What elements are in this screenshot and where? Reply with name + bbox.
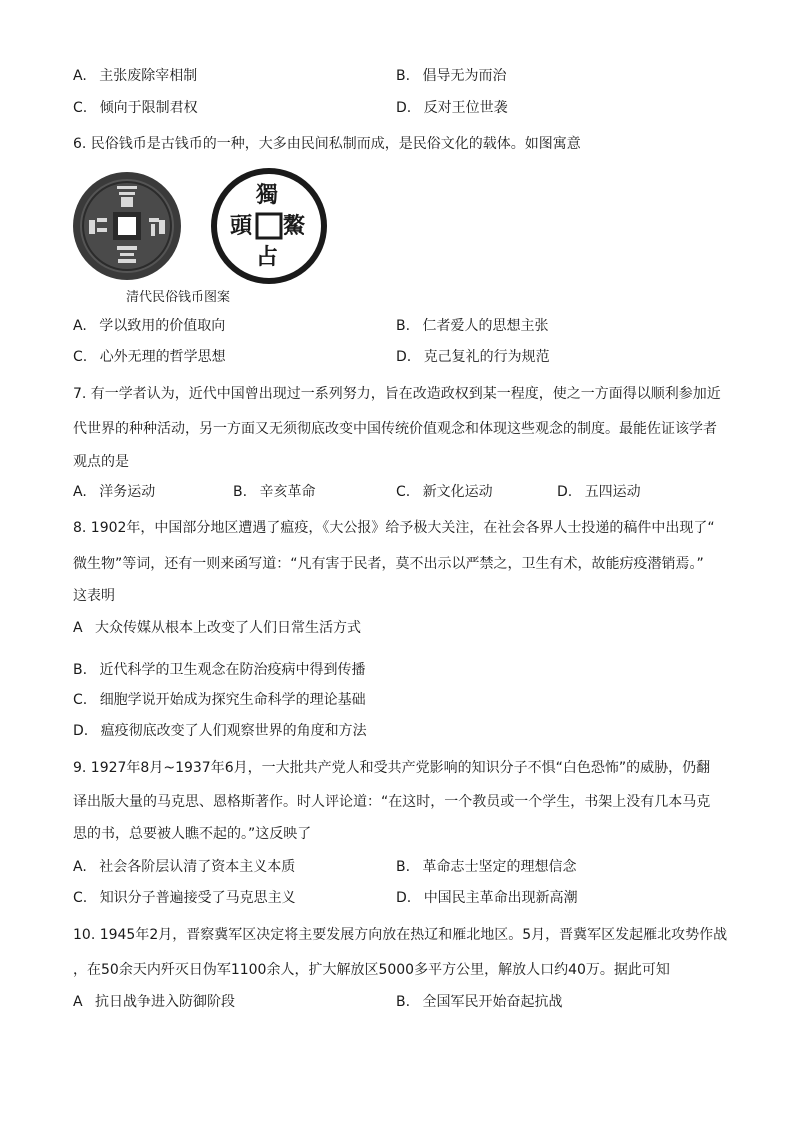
q10-option-a bbox=[73, 992, 235, 1012]
option-letter: B. bbox=[396, 318, 411, 334]
q6-coin-figure bbox=[73, 168, 343, 308]
q9-option-d bbox=[396, 888, 578, 908]
q7-line-2: 代世界的种种活动，另一方面又无须彻底改变中国传统价值观念和体现这些观念的制度。最能佐证该学者 bbox=[73, 421, 717, 437]
q8-option-a bbox=[73, 618, 361, 638]
option-letter: A. bbox=[73, 68, 87, 84]
option-text: 瘟疫彻底改变了人们观察世界的角度和方法 bbox=[100, 723, 367, 739]
option-text: 反对王位世袭 bbox=[423, 100, 508, 116]
q5-option-a bbox=[73, 66, 197, 86]
option-letter: D. bbox=[557, 484, 573, 500]
option-letter: C. bbox=[73, 692, 88, 708]
q8-option-c bbox=[73, 690, 366, 710]
q7-option-c bbox=[396, 482, 493, 502]
option-letter: C. bbox=[73, 890, 88, 906]
option-text: 仁者爱人的思想主张 bbox=[422, 318, 549, 334]
q7-option-d bbox=[557, 482, 641, 502]
option-text: 克己复礼的行为规范 bbox=[423, 349, 550, 365]
q6-option-b bbox=[396, 316, 549, 336]
option-letter: C. bbox=[73, 100, 88, 116]
option-letter: B. bbox=[396, 859, 411, 875]
option-text: 心外无理的哲学思想 bbox=[99, 349, 226, 365]
option-text: 全国军民开始奋起抗战 bbox=[422, 994, 563, 1010]
q9-line-1: 9. 1927年8月~1937年6月，一大批共产党人和受共产党影响的知识分子不惧“白色恐怖”的威胁，仍翻 bbox=[73, 760, 711, 776]
q8-line-1: 8. 1902年，中国部分地区遭遇了瘟疫，《大公报》给予极大关注，在社会各界人士投递的稿件中出现了“ bbox=[73, 520, 715, 536]
q10-option-b bbox=[396, 992, 563, 1012]
option-letter: A bbox=[73, 994, 83, 1010]
option-text: 大众传媒从根本上改变了人们日常生活方式 bbox=[95, 620, 362, 636]
option-letter: D. bbox=[396, 349, 412, 365]
option-text: 近代科学的卫生观念在防治疫病中得到传播 bbox=[99, 662, 366, 678]
q7-line-3: 观点的是 bbox=[73, 454, 129, 470]
q7-line-1: 7. 有一学者认为，近代中国曾出现过一系列努力，旨在改造政权到某一程度，使之一方面得以顺利参加近 bbox=[73, 386, 721, 402]
option-text: 知识分子普遍接受了马克思主义 bbox=[99, 890, 296, 906]
option-letter: A bbox=[73, 620, 83, 636]
option-letter: A. bbox=[73, 484, 87, 500]
q10-line-1: 10. 1945年2月，晋察冀军区决定将主要发展方向放在热辽和雁北地区。5月，晋冀军区发起雁北攻势作战 bbox=[73, 927, 728, 943]
coin-char-right: 鰲 bbox=[283, 213, 306, 239]
option-letter: D. bbox=[396, 100, 412, 116]
coin-char-bottom: 占 bbox=[256, 244, 279, 270]
q9-line-3: 思的书，总要被人瞧不起的。”这反映了 bbox=[73, 826, 312, 842]
q5-option-b bbox=[396, 66, 507, 86]
option-text: 社会各阶层认清了资本主义本质 bbox=[99, 859, 296, 875]
q9-line-2: 译出版大量的马克思、恩格斯著作。时人评论道：“在这时，一个教员或一个学生，书架上没有几本马克 bbox=[73, 794, 711, 810]
option-letter: B. bbox=[396, 994, 411, 1010]
option-letter: C. bbox=[73, 349, 88, 365]
option-text: 洋务运动 bbox=[99, 484, 156, 500]
q9-option-b bbox=[396, 857, 577, 877]
option-letter: C. bbox=[396, 484, 411, 500]
q8-option-b bbox=[73, 660, 366, 680]
q6-option-c bbox=[73, 347, 226, 367]
q9-option-c bbox=[73, 888, 296, 908]
option-text: 倡导无为而治 bbox=[422, 68, 507, 84]
option-text: 中国民主革命出现新高潮 bbox=[423, 890, 578, 906]
figure-caption: 清代民俗钱币图案 bbox=[126, 290, 231, 305]
q5-option-d bbox=[396, 98, 508, 118]
option-text: 革命志士坚定的理想信念 bbox=[422, 859, 577, 875]
option-letter: B. bbox=[396, 68, 411, 84]
q5-option-c bbox=[73, 98, 198, 118]
q8-line-2: 微生物”等词，还有一则来函写道：“凡有害于民者，莫不出示以严禁之，卫生有术，故能疠疫潜销焉。” bbox=[73, 556, 704, 572]
option-text: 主张废除宰相制 bbox=[99, 68, 198, 84]
q10-line-2: ，在50余天内歼灭日伪军1100余人，扩大解放区5000多平方公里，解放人口约40万。据此可知 bbox=[73, 962, 670, 978]
option-text: 学以致用的价值取向 bbox=[99, 318, 226, 334]
q7-option-a bbox=[73, 482, 155, 502]
coin-char-top: 獨 bbox=[256, 182, 279, 208]
option-letter: D. bbox=[396, 890, 412, 906]
q8-option-d bbox=[73, 721, 367, 741]
q6-option-a bbox=[73, 316, 225, 336]
left-coin-image bbox=[73, 172, 181, 280]
option-text: 辛亥革命 bbox=[259, 484, 316, 500]
option-text: 倾向于限制君权 bbox=[99, 100, 198, 116]
option-text: 新文化运动 bbox=[422, 484, 493, 500]
option-text: 抗日战争进入防御阶段 bbox=[95, 994, 236, 1010]
option-text: 五四运动 bbox=[584, 484, 641, 500]
option-letter: B. bbox=[233, 484, 248, 500]
option-letter: A. bbox=[73, 318, 87, 334]
q6-stem: 6. 民俗钱币是古钱币的一种，大多由民间私制而成，是民俗文化的载体。如图寓意 bbox=[73, 136, 581, 152]
coin-char-left: 頭 bbox=[230, 213, 253, 239]
option-text: 细胞学说开始成为探究生命科学的理论基础 bbox=[99, 692, 366, 708]
q6-option-d bbox=[396, 347, 550, 367]
q7-option-b bbox=[233, 482, 316, 502]
q8-line-3: 这表明 bbox=[73, 588, 115, 604]
option-letter: B. bbox=[73, 662, 88, 678]
option-letter: D. bbox=[73, 723, 89, 739]
option-letter: A. bbox=[73, 859, 87, 875]
q9-option-a bbox=[73, 857, 295, 877]
